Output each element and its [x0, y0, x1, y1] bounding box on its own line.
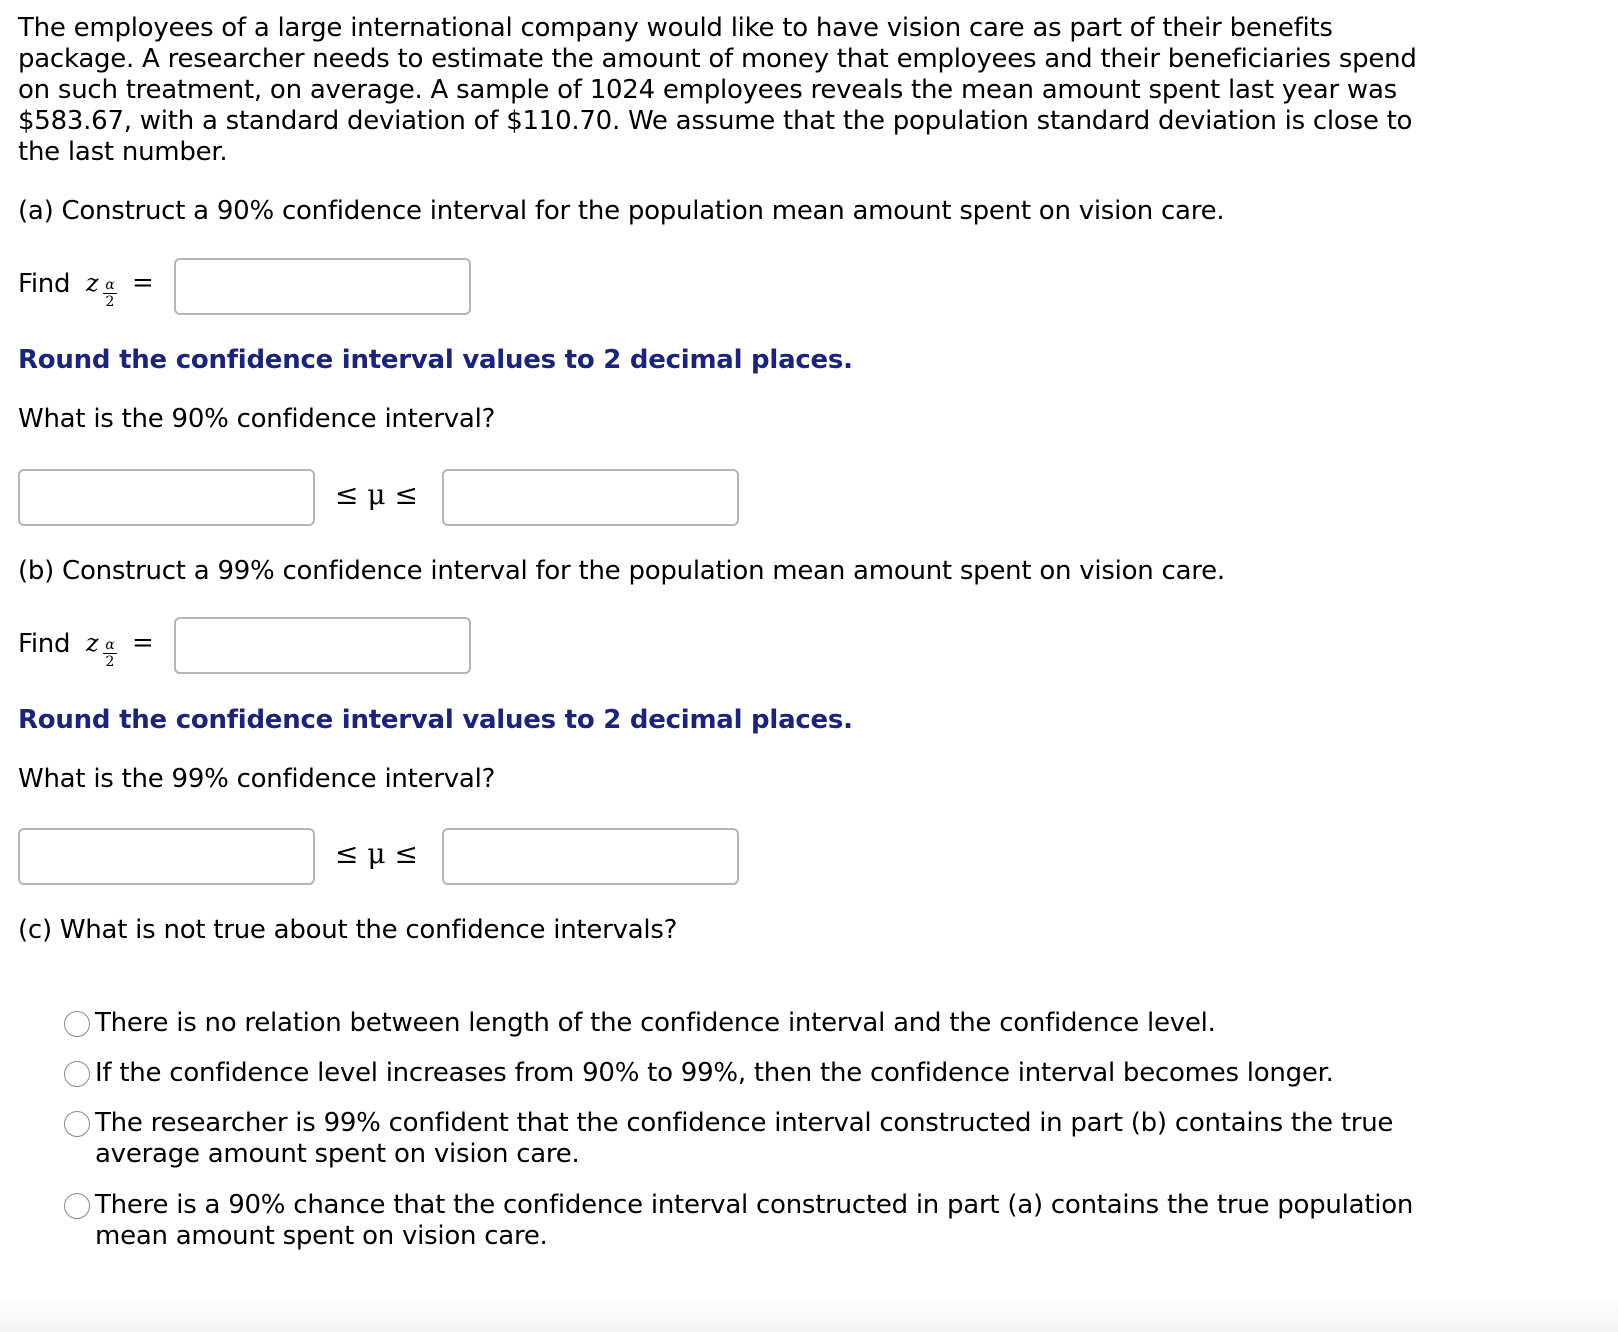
part-a-z-input[interactable] [174, 258, 471, 315]
part-b-round-note: Round the confidence interval values to 2 decimal places. [18, 705, 853, 735]
part-a-find-label: Find [18, 269, 71, 299]
answer-option-line: If the confidence level increases from 90% to 99%, then the confidence interval becomes longer. [95, 1058, 1334, 1088]
problem-line: $583.67, with a standard deviation of $110.70. We assume that the population standard deviation is close to [18, 106, 1413, 136]
part-b-find-label: Find [18, 629, 71, 659]
part-a-heading: (a) Construct a 90% confidence interval for the population mean amount spent on vision care. [18, 196, 1225, 226]
part-b-inequality: ≤ μ ≤ [335, 837, 418, 870]
part-b-heading: (b) Construct a 99% confidence interval for the population mean amount spent on vision care. [18, 556, 1225, 586]
part-b-upper-bound-input[interactable] [442, 828, 739, 885]
alpha-symbol: α [105, 637, 115, 653]
part-a-round-note: Round the confidence interval values to 2 decimal places. [18, 345, 853, 375]
alpha-symbol: α [105, 277, 115, 293]
part-b-equals: = [132, 628, 154, 658]
answer-option-label [95, 1058, 1334, 1089]
part-a-z-symbol: z [86, 269, 99, 297]
part-a-alpha-over-two [103, 278, 117, 309]
part-b-question: What is the 99% confidence interval? [18, 764, 496, 794]
answer-option-line: There is a 90% chance that the confidence interval constructed in part (a) contains the true population [95, 1190, 1414, 1220]
part-a-upper-bound-input[interactable] [442, 469, 739, 526]
problem-line: package. A researcher needs to estimate the amount of money that employees and their beneficiaries spend [18, 44, 1417, 74]
radio-button[interactable] [64, 1111, 90, 1137]
answer-option-label [95, 1008, 1216, 1039]
answer-option-line: mean amount spent on vision care. [95, 1221, 548, 1251]
answer-option-label [95, 1190, 1413, 1252]
problem-line: on such treatment, on average. A sample of 1024 employees reveals the mean amount spent last year was [18, 75, 1397, 105]
problem-line: the last number. [18, 137, 228, 167]
part-a-question: What is the 90% confidence interval? [18, 404, 496, 434]
part-a-lower-bound-input[interactable] [18, 469, 315, 526]
radio-button[interactable] [64, 1061, 90, 1087]
answer-option-line: There is no relation between length of the confidence interval and the confidence level. [95, 1008, 1216, 1038]
part-b-alpha-over-two [103, 638, 117, 669]
part-c-heading: (c) What is not true about the confidence intervals? [18, 915, 678, 945]
problem-statement [18, 13, 1438, 168]
part-b-z-symbol: z [86, 629, 99, 657]
problem-line: The employees of a large international company would like to have vision care as part of their benefits [18, 13, 1333, 43]
radio-button[interactable] [64, 1193, 90, 1219]
two-symbol: 2 [105, 654, 115, 670]
part-a-inequality: ≤ μ ≤ [335, 478, 418, 511]
part-a-equals: = [132, 268, 154, 298]
radio-button[interactable] [64, 1011, 90, 1037]
answer-option-label [95, 1108, 1393, 1170]
part-b-lower-bound-input[interactable] [18, 828, 315, 885]
answer-option-line: average amount spent on vision care. [95, 1139, 580, 1169]
part-b-z-input[interactable] [174, 617, 471, 674]
page-bottom-edge [0, 1294, 1618, 1332]
two-symbol: 2 [105, 294, 115, 310]
answer-option-line: The researcher is 99% confident that the confidence interval constructed in part (b) contains the true [95, 1108, 1394, 1138]
